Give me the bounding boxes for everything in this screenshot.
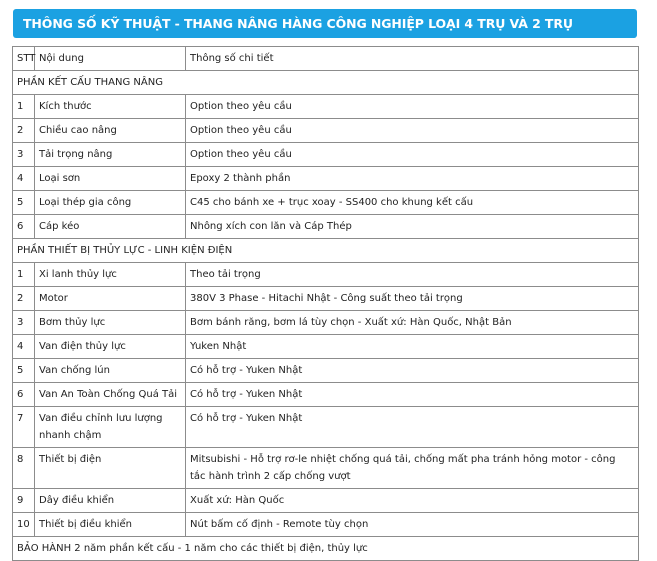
warranty-text: BẢO HÀNH 2 năm phần kết cấu - 1 năm cho các thiết bị điện, thủy lực — [13, 537, 639, 561]
row-content: Loại thép gia công — [35, 191, 186, 215]
row-content: Xi lanh thủy lực — [35, 263, 186, 287]
row-stt: 3 — [13, 143, 35, 167]
row-detail: Mitsubishi - Hỗ trợ rơ-le nhiệt chống quá tải, chống mất pha tránh hỏng motor - công tắc hành trình 2 cấp chống vượt — [186, 448, 639, 489]
header-stt: STT — [13, 47, 35, 71]
row-detail: Có hỗ trợ - Yuken Nhật — [186, 407, 639, 448]
row-detail: Nút bấm cố định - Remote tùy chọn — [186, 513, 639, 537]
row-stt: 2 — [13, 287, 35, 311]
table-row — [13, 191, 639, 215]
row-stt: 2 — [13, 119, 35, 143]
row-stt: 3 — [13, 311, 35, 335]
row-stt: 6 — [13, 383, 35, 407]
warranty-row — [13, 537, 639, 561]
table-row — [13, 215, 639, 239]
header-detail: Thông số chi tiết — [186, 47, 639, 71]
row-detail: Epoxy 2 thành phần — [186, 167, 639, 191]
row-content: Kích thước — [35, 95, 186, 119]
section-row-hydraulic — [13, 239, 639, 263]
table-row — [13, 359, 639, 383]
row-detail: Theo tải trọng — [186, 263, 639, 287]
row-content: Van điện thủy lực — [35, 335, 186, 359]
row-detail: Nhông xích con lăn và Cáp Thép — [186, 215, 639, 239]
row-stt: 9 — [13, 489, 35, 513]
table-row — [13, 95, 639, 119]
table-row — [13, 263, 639, 287]
table-header-row — [13, 47, 639, 71]
row-content: Van điều chỉnh lưu lượng nhanh chậm — [35, 407, 186, 448]
table-row — [13, 311, 639, 335]
table-row — [13, 489, 639, 513]
table-row — [13, 448, 639, 489]
row-stt: 6 — [13, 215, 35, 239]
table-row — [13, 119, 639, 143]
row-content: Van An Toàn Chống Quá Tải — [35, 383, 186, 407]
page-title-banner: THÔNG SỐ KỸ THUẬT - THANG NÂNG HÀNG CÔNG NGHIỆP LOẠI 4 TRỤ VÀ 2 TRỤ — [13, 9, 637, 38]
row-detail: C45 cho bánh xe + trục xoay - SS400 cho khung kết cấu — [186, 191, 639, 215]
table-row — [13, 143, 639, 167]
row-content: Cáp kéo — [35, 215, 186, 239]
row-detail: Option theo yêu cầu — [186, 119, 639, 143]
table-row — [13, 383, 639, 407]
row-stt: 1 — [13, 95, 35, 119]
row-content: Tải trọng nâng — [35, 143, 186, 167]
row-detail: Yuken Nhật — [186, 335, 639, 359]
row-content: Loại sơn — [35, 167, 186, 191]
row-content: Thiết bị điều khiển — [35, 513, 186, 537]
section-title-hydraulic: PHẦN THIẾT BỊ THỦY LỰC - LINH KIỆN ĐIỆN — [13, 239, 639, 263]
row-content: Van chống lún — [35, 359, 186, 383]
row-stt: 8 — [13, 448, 35, 489]
table-row — [13, 287, 639, 311]
section-row-structure — [13, 71, 639, 95]
row-content: Motor — [35, 287, 186, 311]
row-detail: Option theo yêu cầu — [186, 143, 639, 167]
row-content: Bơm thủy lực — [35, 311, 186, 335]
row-stt: 4 — [13, 167, 35, 191]
header-content: Nội dung — [35, 47, 186, 71]
row-detail: Option theo yêu cầu — [186, 95, 639, 119]
row-detail: Bơm bánh răng, bơm lá tùy chọn - Xuất xứ: Hàn Quốc, Nhật Bản — [186, 311, 639, 335]
table-row — [13, 167, 639, 191]
table-row — [13, 407, 639, 448]
row-content: Chiều cao nâng — [35, 119, 186, 143]
table-row — [13, 513, 639, 537]
row-stt: 5 — [13, 359, 35, 383]
row-stt: 4 — [13, 335, 35, 359]
row-content: Dây điều khiển — [35, 489, 186, 513]
specification-table — [12, 46, 639, 561]
row-detail: Xuất xứ: Hàn Quốc — [186, 489, 639, 513]
row-stt: 7 — [13, 407, 35, 448]
row-stt: 1 — [13, 263, 35, 287]
row-detail: 380V 3 Phase - Hitachi Nhật - Công suất theo tải trọng — [186, 287, 639, 311]
row-stt: 10 — [13, 513, 35, 537]
row-detail: Có hỗ trợ - Yuken Nhật — [186, 359, 639, 383]
row-detail: Có hỗ trợ - Yuken Nhật — [186, 383, 639, 407]
section-title-structure: PHẦN KẾT CẤU THANG NÂNG — [13, 71, 639, 95]
row-content: Thiết bị điện — [35, 448, 186, 489]
table-row — [13, 335, 639, 359]
row-stt: 5 — [13, 191, 35, 215]
